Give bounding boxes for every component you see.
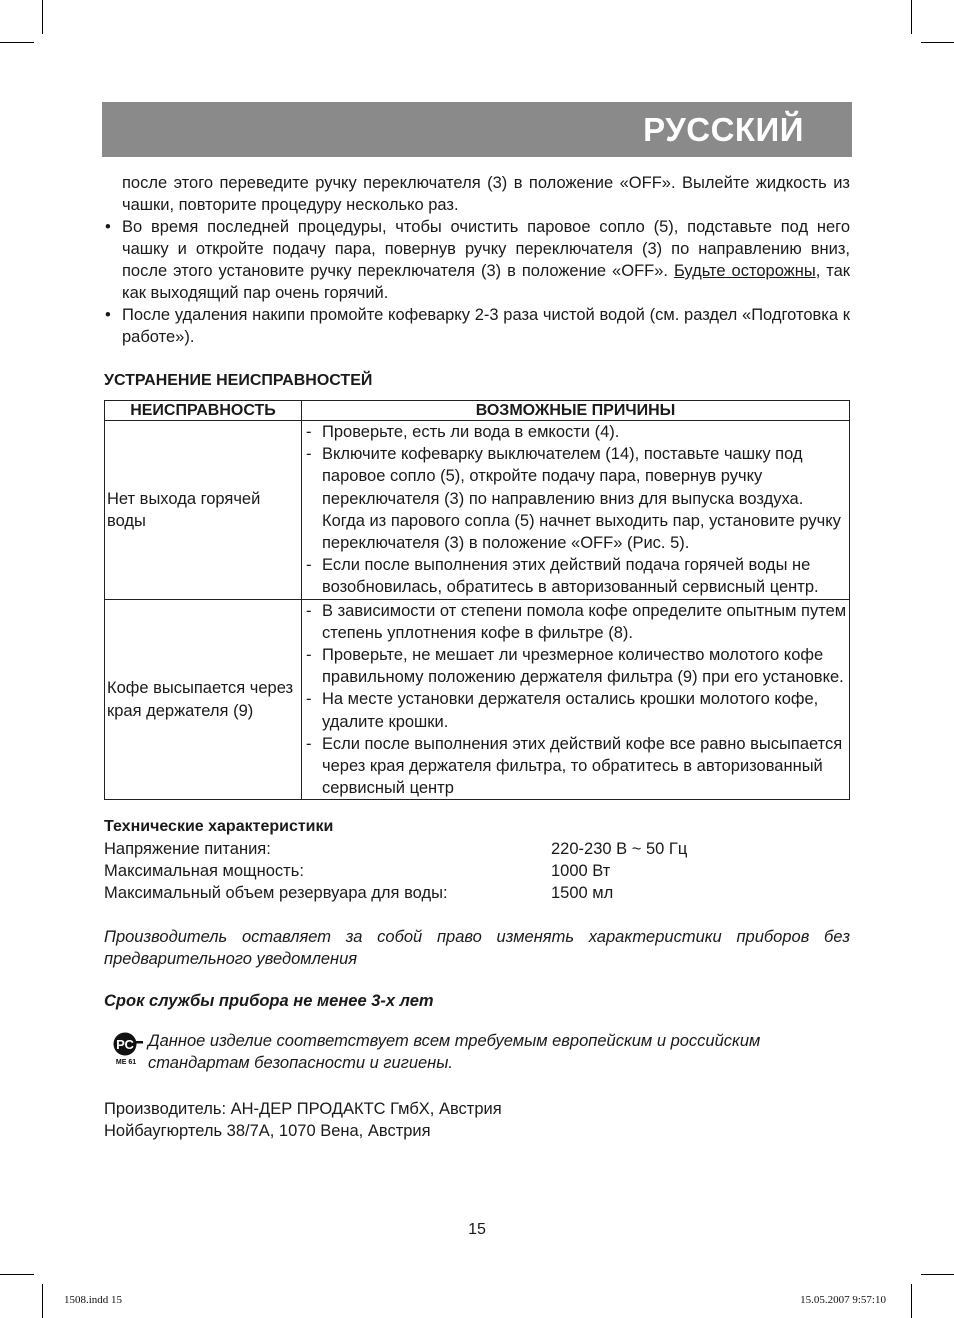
certification-code: МЕ 61 (115, 1059, 137, 1067)
page-number: 15 (468, 1221, 486, 1238)
causes-cell (302, 599, 850, 800)
cause-item (306, 443, 849, 554)
crop-mark (921, 42, 954, 43)
manufacturer-name: Производитель: АН-ДЕР ПРОДАКТС ГмбХ, Австрия (104, 1100, 502, 1119)
bullet-icon: • (105, 306, 111, 324)
spec-label: Максимальный объем резервуара для воды: (104, 884, 448, 903)
troubleshooting-title: УСТРАНЕНИЕ НЕИСПРАВНОСТЕЙ (104, 372, 373, 389)
dash-marker: - (306, 646, 312, 665)
crop-mark (42, 1284, 43, 1318)
bullet-item-steam-nozzle (104, 216, 850, 304)
cause-item (306, 688, 849, 732)
language-header-band (102, 102, 852, 157)
dash-marker: - (306, 690, 312, 709)
problem-cell: Кофе высыпается через края держателя (9) (105, 599, 302, 800)
spec-label: Максимальная мощность: (104, 862, 304, 881)
bullet-text-tail: , так как выходящий пар очень горячий. (122, 262, 851, 302)
slug-date: 15.05.2007 9:57:10 (800, 1294, 886, 1306)
cause-text: В зависимости от степени помола кофе определите опытным путем степень уплотнения кофе в фильтре (8). (322, 601, 847, 642)
crop-mark (0, 42, 34, 43)
spec-value: 1000 Вт (551, 862, 611, 881)
cause-item (306, 644, 849, 688)
cause-item (306, 421, 849, 443)
crop-mark (911, 1284, 912, 1318)
intro-continuation: после этого переведите ручку переключателя (3) в положение «OFF». Вылейте жидкость из чашки, повторите процедуру несколько раз. (122, 174, 850, 214)
service-life: Срок службы прибора не менее 3-х лет (104, 992, 434, 1011)
crop-mark (0, 1274, 34, 1275)
page-content (104, 172, 850, 1142)
spec-row (104, 882, 850, 904)
column-header-problem: НЕИСПРАВНОСТЬ (105, 401, 302, 421)
cause-item (306, 733, 849, 800)
spec-label: Напряжение питания: (104, 840, 271, 859)
bullet-icon: • (105, 218, 111, 236)
language-title: РУССКИЙ (643, 111, 804, 148)
cause-item (306, 600, 849, 644)
cause-text: Проверьте, есть ли вода в емкости (4). (322, 423, 620, 441)
slug-file: 1508.indd 15 (64, 1294, 123, 1306)
warning-underlined-text: Будьте осторожны (673, 262, 816, 280)
specs-title: Технические характеристики (104, 818, 334, 836)
causes-cell (302, 421, 850, 600)
spec-row (104, 838, 850, 860)
bullet-item-rinse (104, 304, 850, 348)
spec-row (104, 860, 850, 882)
cause-text: Если после выполнения этих действий кофе все равно высыпается через края держателя фильтра, то обратитесь в авторизованный сервисный центр (322, 734, 843, 798)
dash-marker: - (306, 445, 312, 464)
crop-mark (42, 0, 43, 34)
cause-item (306, 554, 849, 598)
dash-marker: - (306, 734, 312, 753)
table-header-row (105, 401, 850, 421)
cause-text: Включите кофеварку выключателем (14), поставьте чашку под паровое сопло (5), откройте подачу пара, повернув ручку переключателя (3) по направлению вниз для выпуска воздуха. Когда из парового сопла (5) начнет выходить пар, установите ручку переключателя (3) в положение «OFF» (Рис. 5). (322, 445, 841, 553)
dash-marker: - (306, 601, 312, 620)
rst-certification-logo-icon (108, 1030, 146, 1066)
table-row (105, 421, 850, 600)
crop-mark (911, 0, 912, 34)
cause-text: На месте установки держателя остались крошки молотого кофе, удалите крошки. (322, 690, 819, 731)
manufacturer-notice: Производитель оставляет за собой право изменять характеристики приборов без предварительного уведомления (104, 928, 850, 969)
spec-value: 220-230 В ~ 50 Гц (551, 840, 688, 859)
svg-text:РС: РС (116, 1037, 134, 1053)
bullet-text: После удаления накипи промойте кофеварку 2-3 раза чистой водой (см. раздел «Подготовка к работе»). (122, 306, 850, 346)
manufacturer-address: Нойбаугюртель 38/7А, 1070 Вена, Австрия (104, 1122, 431, 1141)
troubleshooting-table (104, 400, 850, 800)
bullet-text: Во время последней процедуры, чтобы очистить паровое сопло (5), подставьте под него чашку и откройте подачу пара, повернув ручку переключателя (3) по направлению вниз, после этого установите ручку переключателя (3) в положение «OFF». (122, 218, 850, 280)
column-header-causes: ВОЗМОЖНЫЕ ПРИЧИНЫ (302, 401, 850, 421)
certification-block (104, 1030, 850, 1074)
dash-marker: - (306, 556, 312, 575)
cause-text: Проверьте, не мешает ли чрезмерное количество молотого кофе правильному положению держателя фильтра (9) при его установке. (322, 646, 844, 687)
cause-text: Если после выполнения этих действий подача горячей воды не возобновилась, обратитесь в авторизованный сервисный центр. (322, 556, 819, 597)
table-row (105, 599, 850, 800)
spec-value: 1500 мл (551, 884, 614, 903)
certification-text: Данное изделие соответствует всем требуемым европейским и российским стандартам безопасности и гигиены. (148, 1032, 761, 1073)
problem-cell: Нет выхода горячей воды (105, 421, 302, 600)
dash-marker: - (306, 423, 312, 441)
crop-mark (921, 1274, 954, 1275)
